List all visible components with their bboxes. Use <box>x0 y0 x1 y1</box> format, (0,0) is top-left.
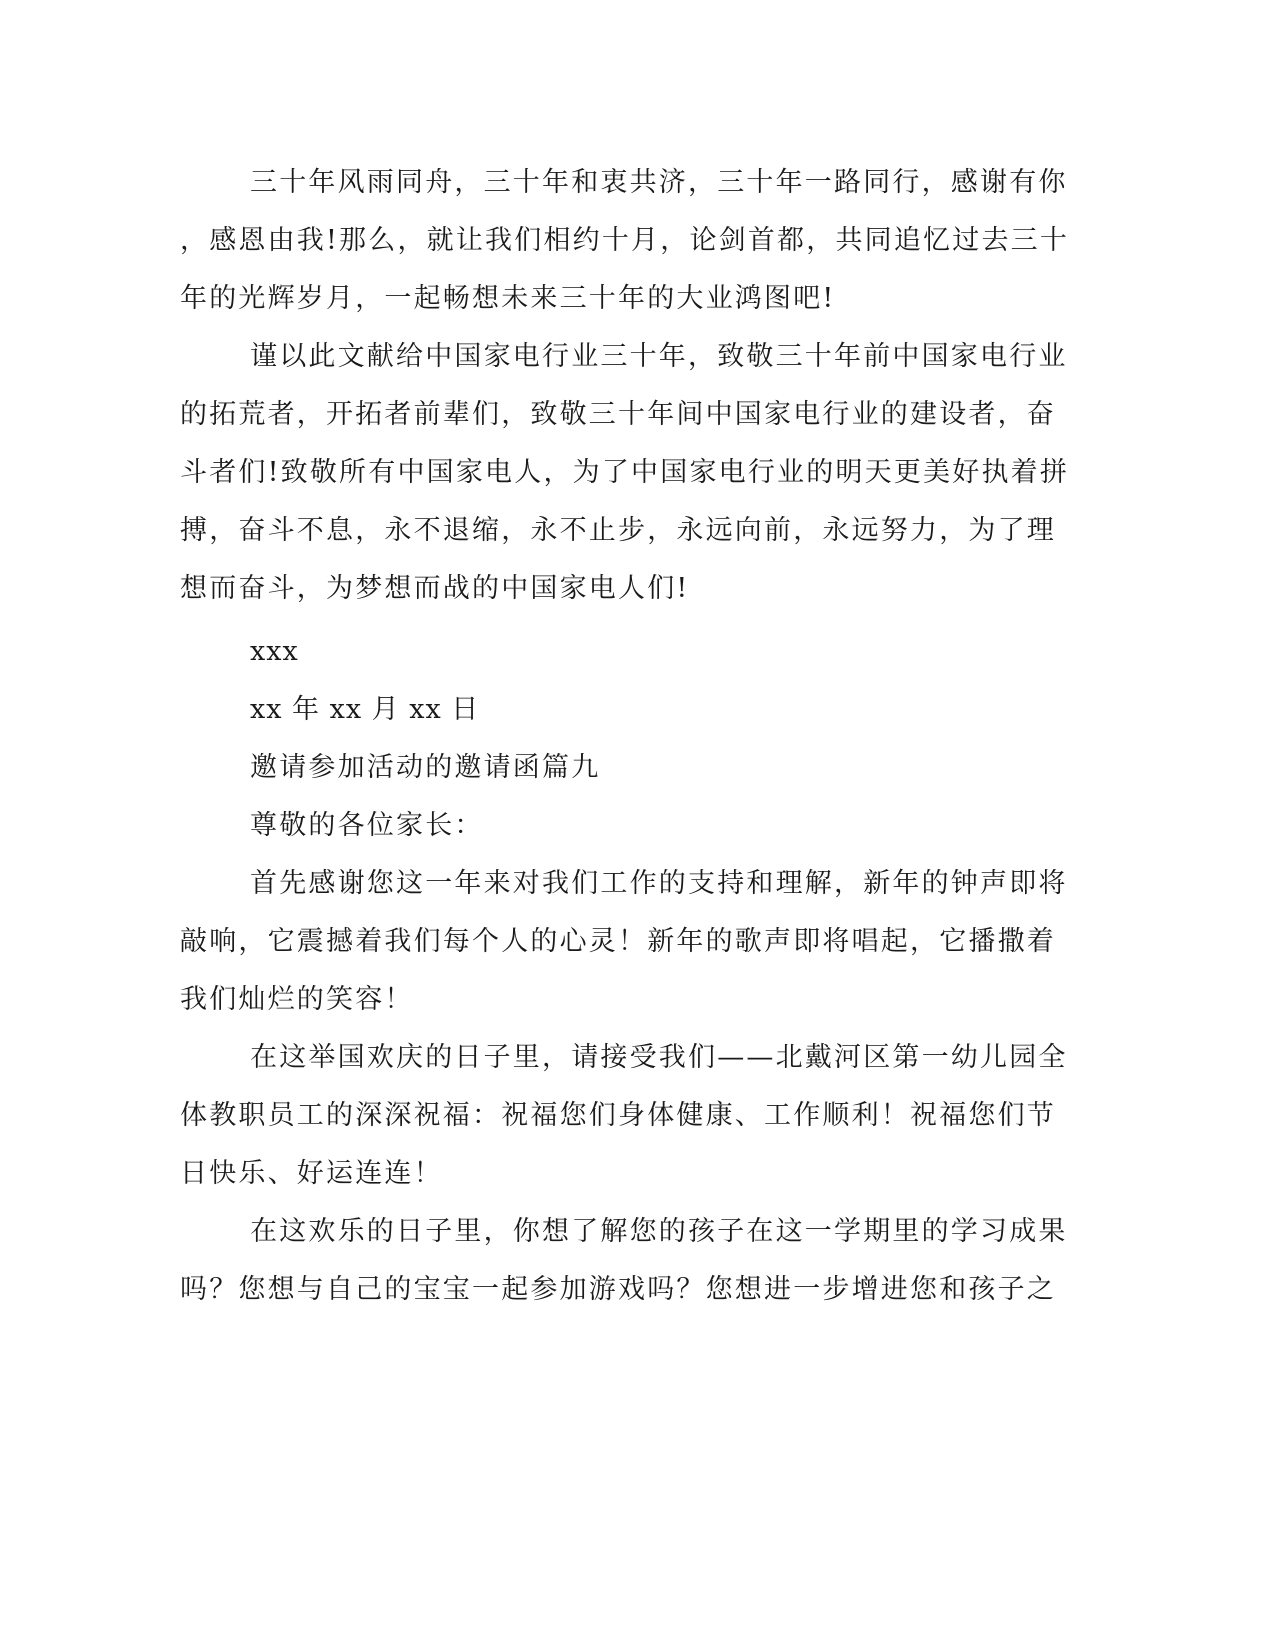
paragraph-3-line-3: 我们灿烂的笑容！ <box>180 984 414 1015</box>
paragraph-1-line-3: 年的光辉岁月，一起畅想未来三十年的大业鸿图吧! <box>180 283 836 314</box>
paragraph-2-line-4: 搏，奋斗不息，永不退缩，永不止步，永远向前，永远努力，为了理 <box>180 515 1056 546</box>
paragraph-4-line-3: 日快乐、好运连连！ <box>180 1158 443 1189</box>
paragraph-4-line-2: 体教职员工的深深祝福：祝福您们身体健康、工作顺利！祝福您们节 <box>180 1100 1056 1131</box>
paragraph-5-line-1: 在这欢乐的日子里，你想了解您的孩子在这一学期里的学习成果 <box>250 1216 1068 1247</box>
signature: xxx <box>250 636 299 667</box>
paragraph-2-line-3: 斗者们!致敬所有中国家电人，为了中国家电行业的明天更美好执着拼 <box>180 457 1070 488</box>
paragraph-3-line-2: 敲响，它震撼着我们每个人的心灵！新年的歌声即将唱起，它播撒着 <box>180 926 1056 957</box>
paragraph-2-line-1: 谨以此文献给中国家电行业三十年，致敬三十年前中国家电行业 <box>250 341 1068 372</box>
paragraph-2-line-2: 的拓荒者，开拓者前辈们，致敬三十年间中国家电行业的建设者，奋 <box>180 399 1056 430</box>
paragraph-2-line-5: 想而奋斗，为梦想而战的中国家电人们! <box>180 573 690 604</box>
paragraph-1-line-2: ，感恩由我!那么，就让我们相约十月，论剑首都，共同追忆过去三十 <box>180 225 1070 256</box>
date: xx 年 xx 月 xx 日 <box>250 694 480 725</box>
section-heading: 邀请参加活动的邀请函篇九 <box>250 752 601 783</box>
paragraph-3-line-1: 首先感谢您这一年来对我们工作的支持和理解，新年的钟声即将 <box>250 868 1068 899</box>
salutation: 尊敬的各位家长： <box>250 810 484 841</box>
paragraph-5-line-2: 吗？您想与自己的宝宝一起参加游戏吗？您想进一步增进您和孩子之 <box>180 1274 1056 1305</box>
paragraph-4-line-1: 在这举国欢庆的日子里，请接受我们——北戴河区第一幼儿园全 <box>250 1042 1068 1073</box>
paragraph-1-line-1: 三十年风雨同舟，三十年和衷共济，三十年一路同行，感谢有你 <box>250 167 1068 198</box>
